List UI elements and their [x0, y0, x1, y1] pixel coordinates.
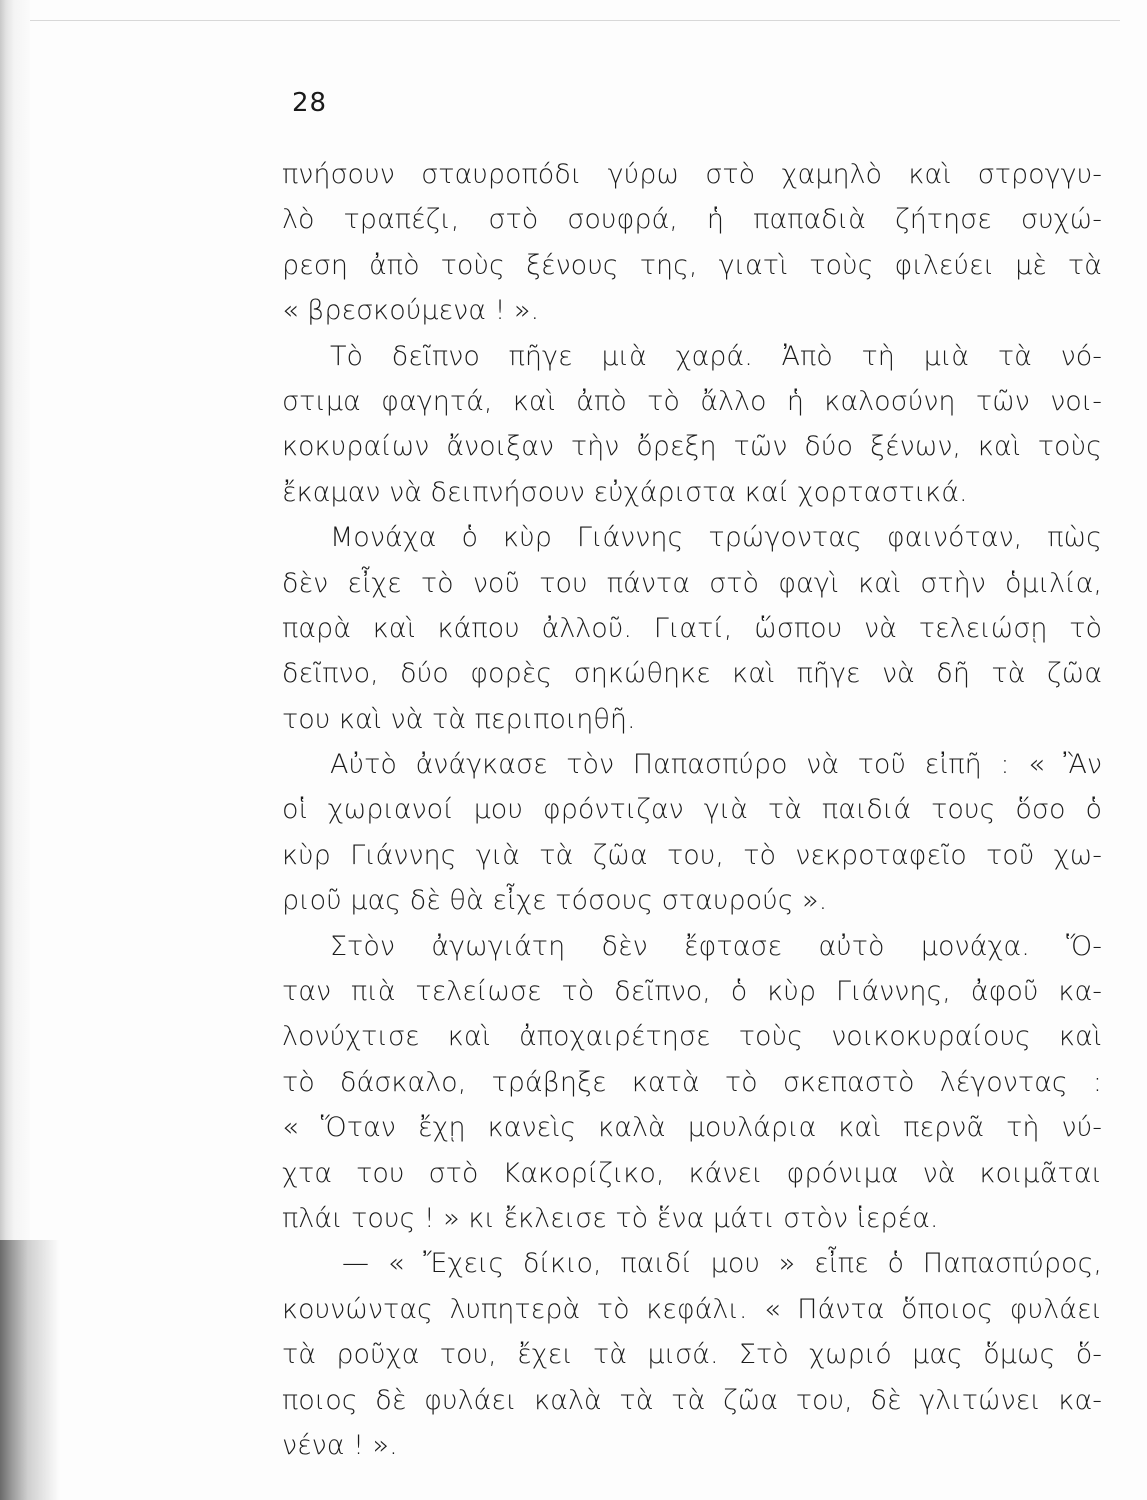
text-line: κοκυραίων ἄνοιξαν τὴν ὄρεξη τῶν δύο ξένων, καὶ τοὺς: [282, 431, 1102, 463]
text-line: πνήσουν σταυροπόδι γύρω στὸ χαμηλὸ καὶ στρογγυ-: [282, 159, 1102, 190]
text-line: τὰ ροῦχα του, ἔχει τὰ μισά. Στὸ χωριό μας ὅμως ὅ-: [282, 1339, 1102, 1371]
text-line: ἔκαμαν νὰ δειπνήσουν εὐχάριστα καί χορταστικά.: [282, 476, 968, 508]
body-text: [282, 152, 1102, 1468]
text-line: « βρεσκούμενα ! ».: [282, 295, 540, 327]
page-top-edge: [30, 20, 1120, 21]
text-line: « Ὅταν ἔχῃ κανεὶς καλὰ μουλάρια καὶ περνᾶ τὴ νύ-: [282, 1112, 1102, 1144]
text-line: λονύχτισε καὶ ἀποχαιρέτησε τοὺς νοικοκυραίους καὶ: [282, 1021, 1102, 1053]
text-line: πλάι τους ! » κι ἔκλεισε τὸ ἕνα μάτι στὸν ἱερέα.: [282, 1202, 939, 1234]
text-line: Τὸ δεῖπνο πῆγε μιὰ χαρά. Ἀπὸ τὴ μιὰ τὰ νό-: [330, 340, 1102, 372]
text-line: κουνώντας λυπητερὰ τὸ κεφάλι. « Πάντα ὅποιος φυλάει: [282, 1293, 1102, 1325]
text-line: τὸ δάσκαλο, τράβηξε κατὰ τὸ σκεπαστὸ λέγοντας :: [282, 1066, 1102, 1098]
text-line: — « Ἔχεις δίκιο, παιδί μου » εἶπε ὁ Παπασπύρος,: [342, 1248, 1102, 1280]
text-line: δεῖπνο, δύο φορὲς σηκώθηκε καὶ πῆγε νὰ δῆ τὰ ζῶα: [282, 658, 1102, 690]
binding-shadow: [0, 1240, 60, 1500]
text-line: ρεση ἀπὸ τοὺς ξένους της, γιατὶ τοὺς φιλεύει μὲ τὰ: [282, 249, 1102, 281]
text-line: χτα του στὸ Κακορίζικο, κάνει φρόνιμα νὰ κοιμᾶται: [282, 1157, 1102, 1189]
text-line: παρὰ καὶ κάπου ἀλλοῦ. Γιατί, ὥσπου νὰ τελειώσῃ τὸ: [282, 612, 1102, 644]
text-line: ταν πιὰ τελείωσε τὸ δεῖπνο, ὁ κὺρ Γιάννης, ἀφοῦ κα-: [282, 976, 1102, 1008]
text-line: του καὶ νὰ τὰ περιποιηθῆ.: [282, 703, 636, 735]
text-line: δὲν εἶχε τὸ νοῦ του πάντα στὸ φαγὶ καὶ στὴν ὁμιλία,: [282, 567, 1102, 599]
text-line: Μονάχα ὁ κὺρ Γιάννης τρώγοντας φαινόταν, πὼς: [330, 522, 1102, 554]
text-line: ριοῦ μας δὲ θὰ εἶχε τόσους σταυρούς ».: [282, 885, 828, 917]
text-line: Αὐτὸ ἀνάγκασε τὸν Παπασπύρο νὰ τοῦ εἰπῆ : « Ἂν: [330, 749, 1102, 781]
page-number: 28: [292, 88, 328, 118]
text-line: οἱ χωριανοί μου φρόντιζαν γιὰ τὰ παιδιά τους ὅσο ὁ: [282, 794, 1102, 826]
text-line: λὸ τραπέζι, στὸ σουφρά, ἡ παπαδιὰ ζήτησε συχώ-: [282, 204, 1102, 236]
text-line: ποιος δὲ φυλάει καλὰ τὰ τὰ ζῶα του, δὲ γλιτώνει κα-: [282, 1384, 1102, 1416]
text-line: νένα ! ».: [282, 1429, 398, 1461]
text-line: κὺρ Γιάννης γιὰ τὰ ζῶα του, τὸ νεκροταφεῖο τοῦ χω-: [282, 839, 1102, 871]
text-line: Στὸν ἀγωγιάτη δὲν ἔφτασε αὐτὸ μονάχα. Ὅ-: [330, 930, 1102, 962]
text-line: στιμα φαγητά, καὶ ἀπὸ τὸ ἄλλο ἡ καλοσύνη τῶν νοι-: [282, 385, 1102, 417]
